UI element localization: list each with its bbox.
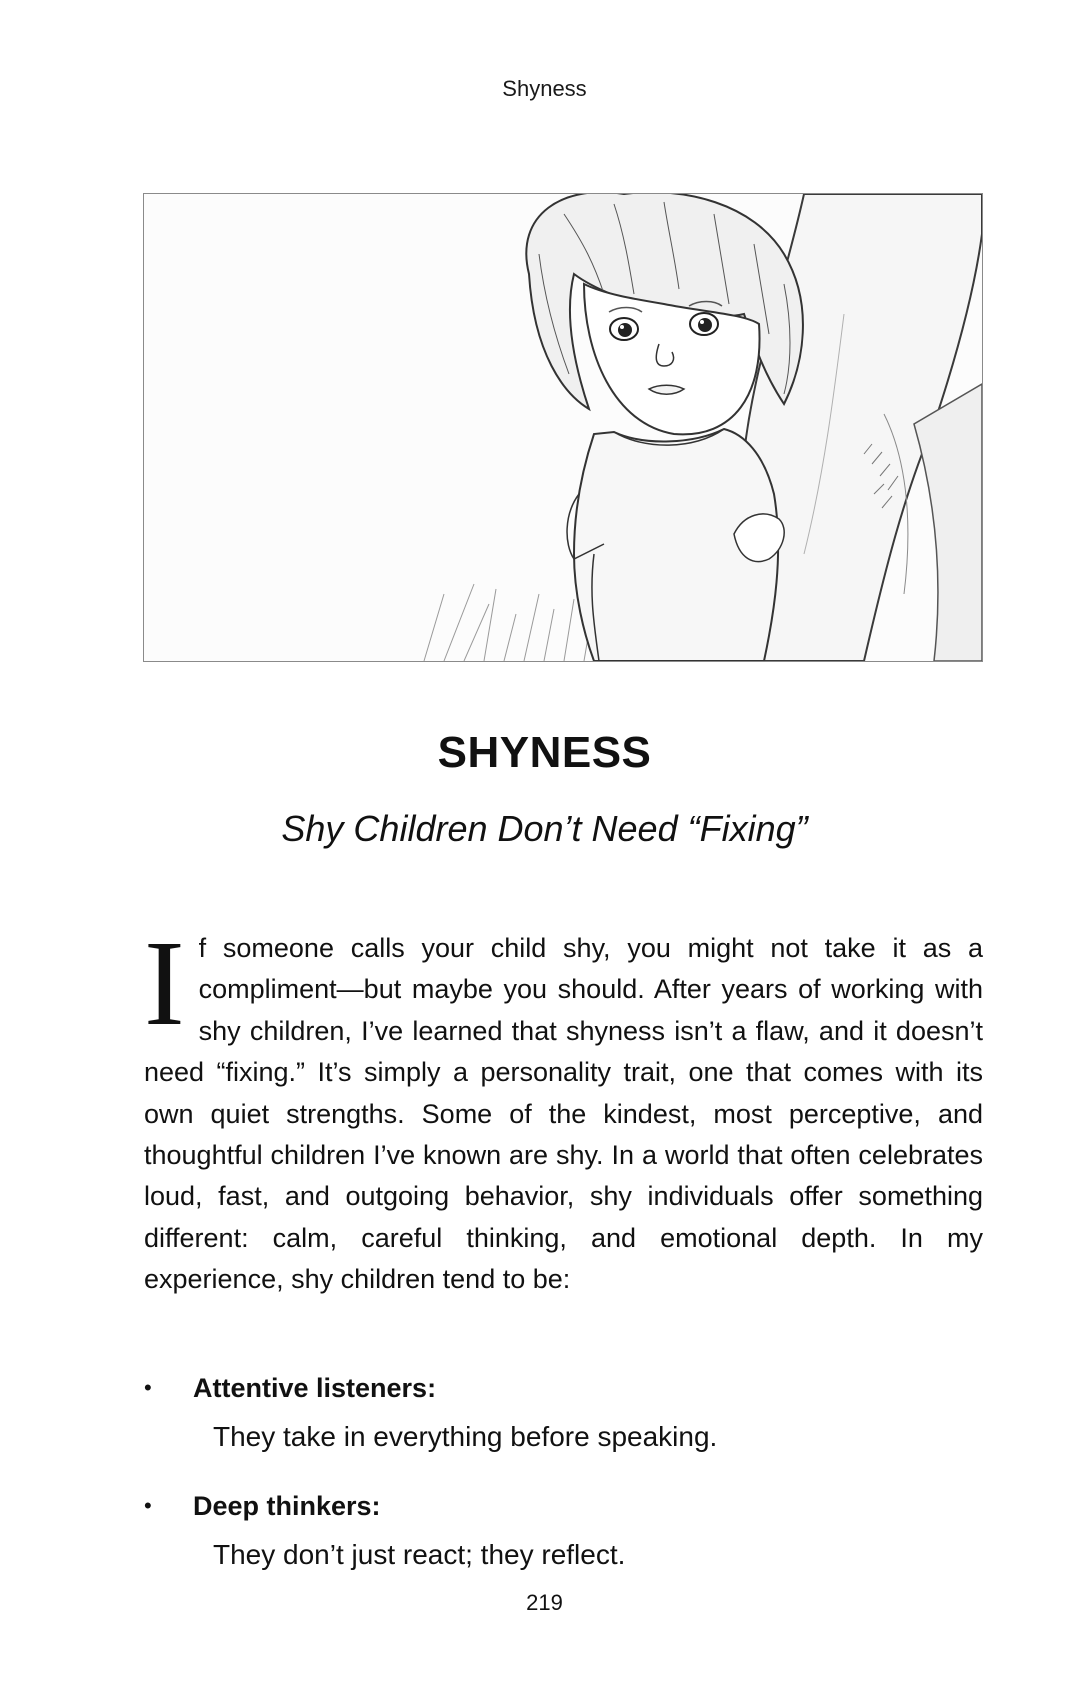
list-item-description: They take in everything before speaking. — [213, 1421, 718, 1452]
chapter-illustration — [143, 193, 983, 662]
bullet-marker: • — [144, 1493, 152, 1518]
list-item-term: Deep thinkers: — [193, 1491, 381, 1521]
dropcap-letter: I — [144, 916, 185, 1051]
list-item — [144, 1484, 983, 1580]
traits-list — [144, 1366, 983, 1602]
body-paragraph-text: f someone calls your child shy, you might not take it as a compliment—but maybe you should. After years of working with shy children, I’ve learned that shyness isn’t a flaw, and it doesn’t need “fixing.” It’s simply a personality trait, one that comes with its own quiet strengths. Some of the kindest, most perceptive, and thoughtful children I’ve known are shy. In a world that often celebrates loud, fast, and outgoing behavior, shy individuals offer something different: calm, careful thinking, and emotional depth. In my experience, shy children tend to be: — [144, 933, 983, 1295]
body-paragraph — [144, 916, 983, 1301]
bullet-marker: • — [144, 1375, 152, 1400]
list-item — [144, 1366, 983, 1462]
list-item-term: Attentive listeners: — [193, 1373, 437, 1403]
page-number: 219 — [526, 1590, 563, 1615]
toddler-sketch-image — [144, 194, 982, 661]
chapter-title: SHYNESS — [437, 728, 652, 777]
list-item-description: They don’t just react; they reflect. — [213, 1539, 626, 1570]
running-header: Shyness — [502, 76, 587, 101]
chapter-subtitle: Shy Children Don’t Need “Fixing” — [281, 808, 808, 849]
